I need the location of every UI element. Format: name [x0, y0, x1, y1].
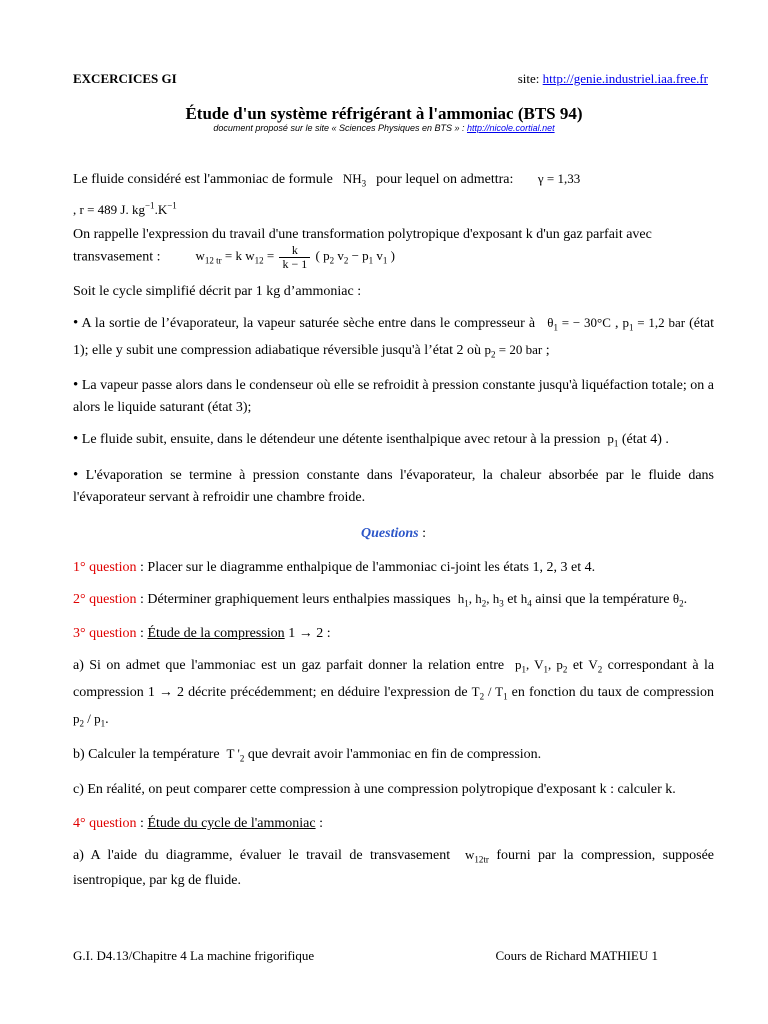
- q3b-t: T ': [226, 746, 240, 762]
- theta1-value: $\theta_1$ = − 30°C: [547, 315, 611, 333]
- bullet-3: [73, 428, 714, 455]
- formula-sub: 3: [361, 178, 367, 189]
- questions-colon: :: [418, 525, 426, 541]
- q4-heading: Étude du cycle de l'ammoniac: [147, 815, 316, 831]
- eq-equals: =: [266, 248, 275, 264]
- page-title: Étude d'un système réfrigérant à l'ammoniac (BTS 94): [185, 104, 583, 123]
- theta1-symbol: θ: [547, 315, 554, 330]
- question-3b: [73, 743, 714, 770]
- footer-right: Cours de Richard MATHIEU 1: [495, 948, 658, 963]
- bullet-1-text-a: A la sortie de l’évaporateur, la vapeur saturée sèche entre dans le compresseur à: [81, 316, 536, 331]
- q4a-w: [465, 846, 489, 865]
- question-2: 2° question : Déterminer graphiquement leurs enthalpies massiques $h_1$, $h_2$, $h_3$ et $h_4$ ainsi que la température $\theta_2$.: [73, 590, 688, 609]
- questions-title: Questions: [361, 525, 419, 541]
- q3a-v2: V: [588, 657, 598, 673]
- eq-close: ): [390, 248, 396, 264]
- r-sup1: −1: [144, 200, 155, 211]
- questions-heading: [73, 523, 714, 545]
- q4-colon: :: [136, 815, 148, 831]
- q4a-text-1: a) A l'aide du diagramme, évaluer le travail de transvasement: [73, 847, 451, 863]
- q3b-text-2: que devrait avoir l'ammoniac en fin de compression.: [247, 747, 542, 763]
- subtitle-text: document proposé sur le site « Sciences Physiques en BTS » :: [213, 123, 468, 133]
- h-values: $h_1$, $h_2$, $h_3$: [457, 590, 504, 609]
- bullet-icon: •: [73, 431, 79, 448]
- eq-v2: v: [337, 248, 344, 264]
- bullet-3-text-a: Le fluide subit, ensuite, dans le détendeur une détente isenthalpique avec retour à la pression: [81, 432, 601, 448]
- r-value: [73, 202, 177, 217]
- footer-left: G.I. D4.13/Chapitre 4 La machine frigorifique: [73, 948, 315, 963]
- transvasement-label: transvasement :: [73, 249, 161, 265]
- h4-value: $h_4$: [520, 590, 532, 609]
- q3a-t2: T: [471, 683, 480, 699]
- eq-fraction: [279, 244, 310, 271]
- q3a-vars: $p_1$, $V_1$, $p_2$: [514, 657, 568, 675]
- page-subtitle: [0, 123, 768, 133]
- question-1: [73, 557, 714, 579]
- intro-text-b: pour lequel on admettra:: [376, 172, 514, 187]
- document-body: [73, 168, 714, 901]
- bullet-3-text-b: (état 4) .: [621, 432, 669, 448]
- q4a-text-2: fourni par la compression, supposée isentropique, par kg de fluide.: [73, 847, 715, 889]
- q2-text-a: : Déterminer graphiquement leurs enthalpies massiques: [136, 591, 451, 607]
- bullet-icon: •: [73, 466, 79, 483]
- q2-text-b: ainsi que la: [535, 591, 600, 607]
- q3b-t2prime: T '$_2$: [226, 746, 245, 764]
- p2-value: $p_2 = 20$ bar: [484, 341, 543, 360]
- bullet-4-text: L'évaporation se termine à pression constante dans l'évaporateur, la chaleur absorbée par le fluide dans l'évaporateur servant à refroidir une chambre froide.: [73, 467, 714, 505]
- r-sup2: −1: [167, 200, 177, 211]
- h1: h: [457, 590, 465, 606]
- q1-label: 1° question: [73, 559, 137, 575]
- q3-arrow: 1 → 2 :: [284, 626, 331, 642]
- bullet-icon: •: [73, 377, 79, 394]
- q3a-p2: p: [556, 657, 563, 673]
- question-4a: [73, 844, 714, 893]
- h4: h: [520, 590, 528, 606]
- q3a-text-2: correspondant à la compression 1 → 2 décrite précédemment; en déduire l'expression de: [73, 658, 715, 700]
- q3a-v1: V: [534, 657, 544, 673]
- formula-nh3: [336, 171, 372, 189]
- intro-paragraph-1: [73, 168, 714, 222]
- q4-label: 4° question: [73, 815, 137, 831]
- q3a-p-ratio-2: p: [73, 710, 80, 726]
- gamma-value: γ = 1,33: [537, 171, 581, 186]
- q3a-et: et: [572, 658, 583, 674]
- q1-text: : Placer sur le diagramme enthalpique de l'ammoniac ci-joint les états 1, 2, 3 et 4.: [136, 559, 596, 575]
- bullet-1-text-b: (état 1); elle y subit une compression adiabatique réversible jusqu'à l’état 2 où: [73, 316, 714, 358]
- bullet-1: • A la sortie de l’évaporateur, la vapeur saturée sèche entre dans le compresseur à $\theta_1$ = − 30°C , $p_1 = 1,2$ bar (état 1); elle y subit une compression adiabatique réversible jusqu'à l’état 2 où $p_2 = 20$ bar ;: [73, 315, 714, 360]
- q2-text-c: température: [602, 591, 670, 607]
- bullet-2: [73, 374, 714, 419]
- q3-colon: :: [136, 626, 148, 642]
- q3a-p-ratio: $p_2 / p_1$: [73, 710, 106, 729]
- eq-v1: v: [376, 248, 383, 264]
- eq-w: w: [195, 248, 205, 264]
- p1-val: = 1,2 bar: [637, 315, 686, 330]
- theta1-val: = − 30°C: [561, 315, 611, 330]
- q3b-text-1: b) Calculer la température: [73, 747, 220, 763]
- q3a-text-3: fonction du taux de compression: [528, 684, 714, 700]
- question-3c: c) En réalité, on peut comparer cette compression à une compression polytropique d'exposant k : calculer k.: [73, 781, 676, 797]
- q3a-t-ratio: $T_2 / T_1$: [471, 683, 508, 702]
- h3: h: [492, 590, 500, 606]
- eq-p1: − p: [351, 248, 369, 264]
- q3a-p1: p: [514, 657, 522, 673]
- formula-nh: NH: [342, 171, 362, 186]
- q4a-w-symbol: w: [465, 846, 475, 862]
- b3-p1: $p_1$: [607, 431, 619, 449]
- eq-p2: ( p: [315, 248, 330, 264]
- question-4-heading: [73, 813, 714, 835]
- bullet-2-text: La vapeur passe alors dans le condenseur où elle se refroidit à pression constante jusqu'à liquéfaction totale; on a alors le liquide saturant (état 3);: [73, 378, 715, 416]
- bullet-icon: •: [73, 315, 79, 331]
- q3a-v2-value: $V_2$: [588, 657, 603, 675]
- h2: h: [475, 590, 482, 606]
- intro-text-a: Le fluide considéré est l'ammoniac de formule: [73, 172, 333, 187]
- header-site-label: site:: [517, 71, 543, 86]
- q2-label: 2° question: [73, 591, 137, 607]
- subtitle-link[interactable]: http://nicole.cortial.net: [467, 123, 555, 133]
- b3-p-symbol: p: [607, 431, 614, 447]
- p1-value: $p_1 = 1,2$ bar: [622, 315, 686, 333]
- intro-paragraph-2: On rappelle l'expression du travail d'une transformation polytropique d'exposant k d'un gaz parfait avec: [73, 226, 652, 242]
- r-text: , r = 489 J. kg: [73, 201, 145, 217]
- p2-val: = 20 bar: [498, 341, 543, 357]
- bullet-4: [73, 464, 714, 509]
- eq-frac-den: k − 1: [282, 256, 308, 271]
- p2-symbol: p: [484, 341, 492, 357]
- theta2-value: $\theta_2$: [672, 590, 684, 609]
- r-k: .K: [154, 201, 168, 217]
- question-3a: a) Si on admet que l'ammoniac est un gaz parfait donner la relation entre $p_1$, $V_1$, $p_2$ et $V_2$ correspondant à la compression 1 → 2 décrite précédemment; en déduire l'expression de $T_2 / T_1$ en fonction du taux de compression $p_2 / p_1$.: [73, 657, 715, 729]
- q4-end: :: [315, 815, 323, 831]
- question-3-heading: [73, 623, 714, 645]
- q3a-text-1: a) Si on admet que l'ammoniac est un gaz parfait donner la relation entre: [73, 658, 505, 674]
- q3-label: 3° question: [73, 626, 137, 642]
- q4a-w-sub: 12tr: [474, 854, 489, 865]
- q2-et: et: [507, 591, 518, 607]
- eq-kw: = k w: [224, 248, 255, 264]
- eq-w-sub: 12 tr: [204, 256, 222, 266]
- intro-paragraph-4: Soit le cycle simplifié décrit par 1 kg d’ammoniac :: [73, 284, 362, 299]
- p1-symbol: p: [622, 315, 629, 330]
- q3a-t1: T: [495, 683, 504, 699]
- header-site: [518, 71, 708, 87]
- intro-paragraph-3: [73, 244, 714, 272]
- q3-heading: Étude de la compression: [147, 626, 285, 642]
- q3a-p-ratio-1: p: [94, 710, 101, 726]
- header-title: EXCERCICES GI: [73, 71, 177, 86]
- eq-frac-num: k: [279, 244, 310, 258]
- q3a-en: en: [511, 684, 525, 700]
- work-equation: $w_{12 tr} = k$ $w_{12}$ = $\frac{k}{k - 1}$ ( $p_2$ $v_2 - p_1$ $v_1$ ): [195, 242, 396, 271]
- header-site-link[interactable]: http://genie.industriel.iaa.free.fr: [542, 71, 708, 86]
- theta2: θ: [672, 590, 680, 606]
- eq-kw-sub: 12: [254, 256, 264, 266]
